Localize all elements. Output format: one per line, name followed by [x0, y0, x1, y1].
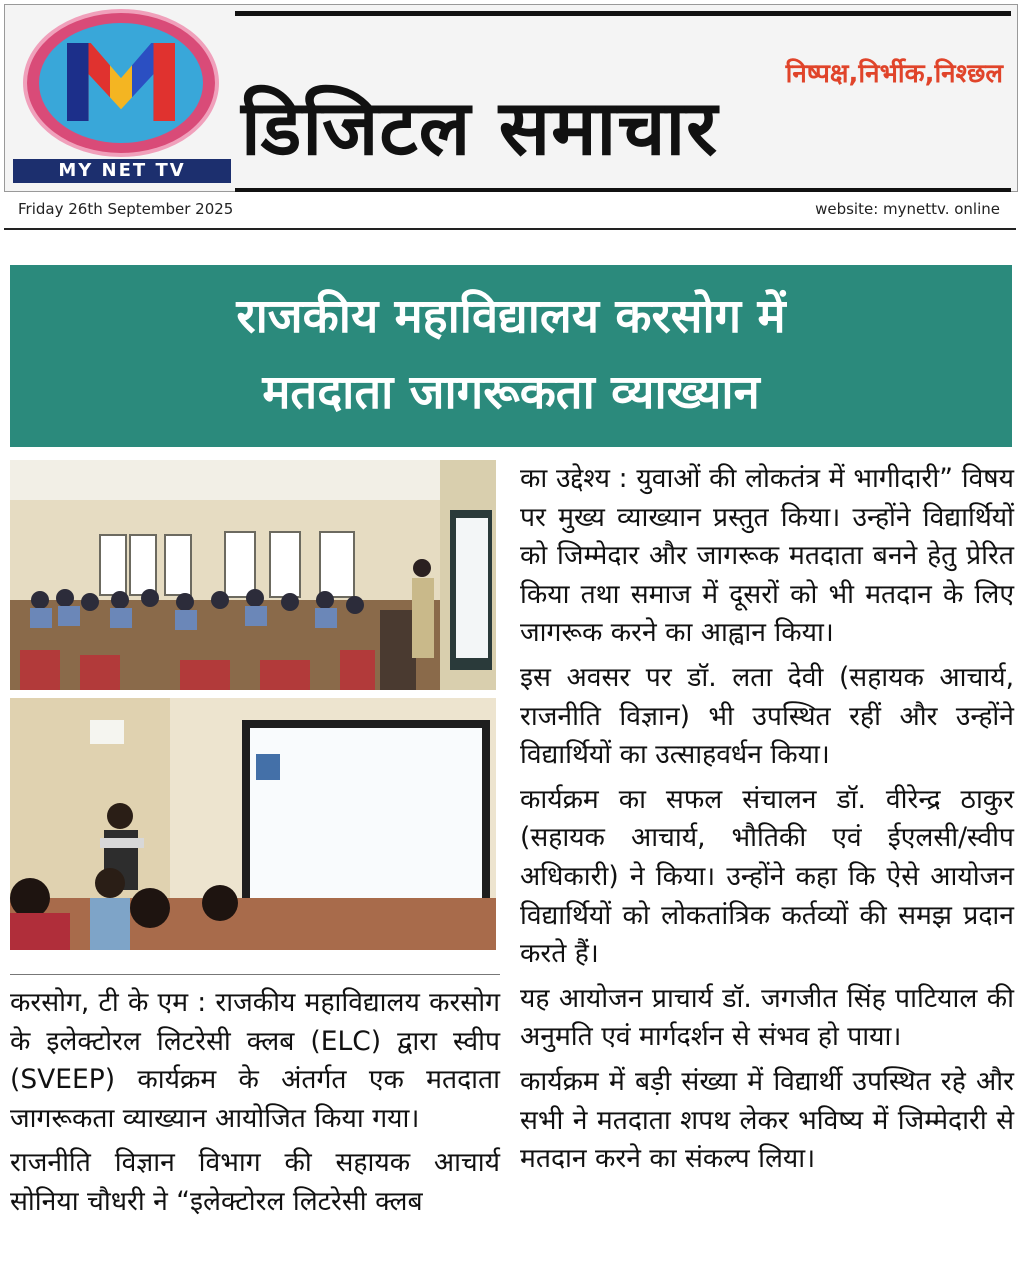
- dateline: [4, 192, 1016, 230]
- channel-logo: [13, 13, 231, 181]
- title-box: [235, 11, 1011, 193]
- website-label: website: mynettv. online: [815, 200, 1000, 218]
- logo-m-mark: [67, 43, 175, 121]
- headline: [10, 265, 1012, 447]
- headline-line-2: मतदाता जागरूकता व्याख्यान: [262, 365, 760, 420]
- logo-text: MY NET TV: [13, 159, 231, 183]
- photo-classroom-illustration: [10, 460, 496, 690]
- photo-presentation: [10, 698, 496, 950]
- masthead: [4, 4, 1018, 192]
- headline-line-1: राजकीय महाविद्यालय करसोग में: [236, 289, 786, 344]
- logo-inner: [39, 23, 203, 143]
- logo-ring: [27, 13, 215, 153]
- photo-presentation-illustration: [10, 698, 496, 950]
- article-left-column: [10, 984, 500, 1228]
- article-paragraph: करसोग, टी के एम : राजकीय महाविद्यालय करसोग के इलेक्टोरल लिटरेसी क्लब (ELC) द्वारा स्वीप (SVEEP) कार्यक्रम के अंतर्गत एक मतदाता जागरूकता व्याख्यान आयोजित किया गया।: [10, 987, 500, 1134]
- article-paragraph: राजनीति विज्ञान विभाग की सहायक आचार्य सोनिया चौधरी ने “इलेक्टोरल लिटरेसी क्लब: [10, 1147, 500, 1217]
- article-paragraph: कार्यक्रम में बड़ी संख्या में विद्यार्थी उपस्थित रहे और सभी ने मतदाता शपथ लेकर भविष्य में जिम्मेदारी से मतदान करने का संकल्प लिया।: [520, 1065, 1014, 1175]
- article-paragraph: इस अवसर पर डॉ. लता देवी (सहायक आचार्य, राजनीति विज्ञान) भी उपस्थित रहीं और उन्होंने विद्यार्थियों का उत्साहवर्धन किया।: [520, 661, 1014, 771]
- article-paragraph: का उद्देश्य : युवाओं की लोकतंत्र में भागीदारी” विषय पर मुख्य व्याख्यान प्रस्तुत किया। उन्होंने विद्यार्थियों को जिम्मेदार और जागरूक मतदाता बनने हेतु प्रेरित किया तथा समाज में दूसरों को भी मतदान के लिए जागरूक करने का आह्वान किया।: [520, 463, 1014, 649]
- photo-classroom: [10, 460, 496, 690]
- tagline: निष्पक्ष,निर्भीक,निश्छल: [785, 59, 1003, 89]
- column-rule: [10, 974, 500, 975]
- publication-date: Friday 26th September 2025: [18, 200, 234, 218]
- paper-name: डिजिटल समाचार: [241, 83, 719, 172]
- article-paragraph: यह आयोजन प्राचार्य डॉ. जगजीत सिंह पाटियाल की अनुमति एवं मार्गदर्शन से संभव हो पाया।: [520, 982, 1014, 1053]
- article-right-column: [520, 460, 1014, 1185]
- article-paragraph: कार्यक्रम का सफल संचालन डॉ. वीरेन्द्र ठाकुर (सहायक आचार्य, भौतिकी एवं ईएलसी/स्वीप अधिकारी) ने किया। उन्होंने कहा कि ऐसे आयोजन विद्यार्थियों को लोकतांत्रिक कर्तव्यों की समझ प्रदान करते हैं।: [520, 783, 1014, 970]
